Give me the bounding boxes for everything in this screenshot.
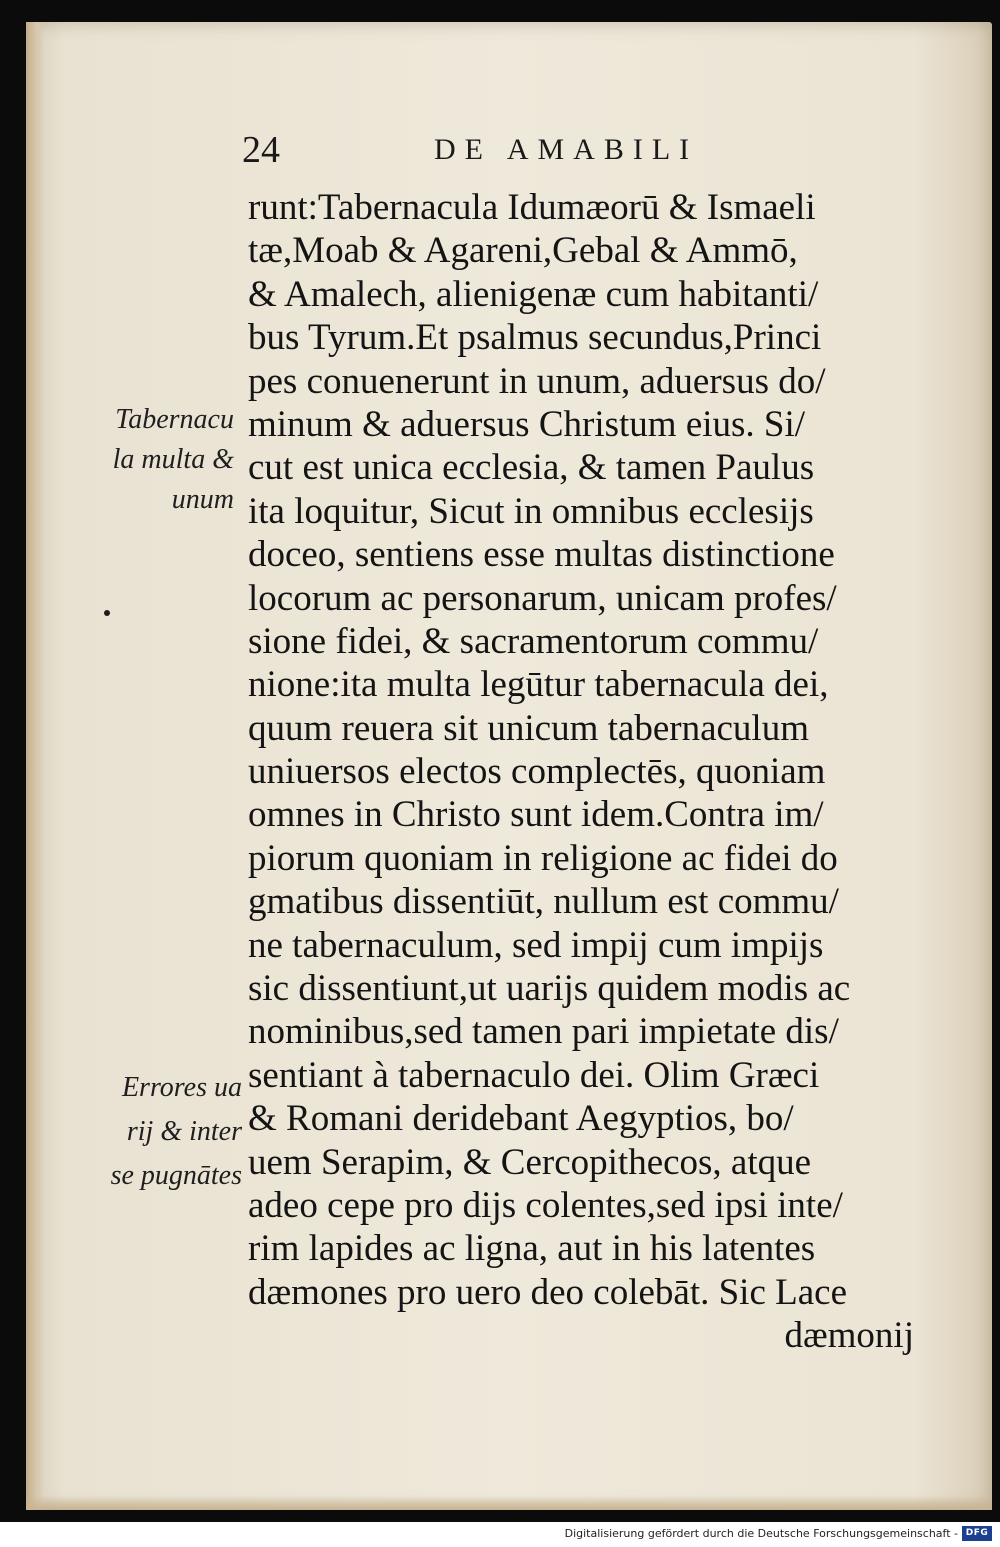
text-line: ne tabernaculum, sed impij cum impijs [248,924,824,966]
running-head [242,128,922,172]
text-line: tæ,Moab & Agareni,Gebal & Ammō, [248,230,798,272]
text-line: quum reuera sit unicum tabernaculum [248,707,809,749]
marginal-note-line: unum [171,484,234,515]
marginal-note-line: rij & inter [126,1116,242,1147]
text-line: minum & aduersus Christum eius. Si/ [248,403,806,445]
text-line: pes conuenerunt in unum, aduersus do/ [248,360,826,402]
body-text [248,186,928,1358]
funding-credit: Digitalisierung gefördert durch die Deutsche Forschungsgemeinschaft - [564,1527,958,1540]
text-line: cut est unica ecclesia, & tamen Paulus [248,447,815,489]
margin-dot-mark [104,610,110,616]
marginal-note-tabernacula [70,400,234,520]
text-line: piorum quoniam in religione ac fidei do [248,837,838,879]
footer-bar [0,1522,1000,1547]
dfg-logo: DFG [962,1526,992,1541]
text-line: rim lapides ac ligna, aut in his latentes [248,1228,816,1270]
page-number: 24 [242,129,280,171]
marginal-note-line: Tabernacu [115,404,234,435]
text-line: sic dissentiunt,ut uarijs quidem modis ac [248,968,851,1010]
text-line: ita loquitur, Sicut in omnibus ecclesijs [248,490,814,532]
marginal-note-line: Errores ua [121,1072,242,1103]
text-line: uem Serapim, & Cercopithecos, atque [248,1141,812,1183]
text-line: nione:ita multa legūtur tabernacula dei, [248,664,829,706]
text-line: gmatibus dissentiūt, nullum est commu/ [248,881,839,923]
text-line: dæmones pro uero deo colebāt. Sic Lace [248,1271,847,1313]
text-line: uniuersos electos complectēs, quoniam [248,751,826,793]
marginal-note-line: se pugnātes [110,1160,242,1191]
text-line: omnes in Christo sunt idem.Contra im/ [248,794,824,836]
text-line: runt:Tabernacula Idumæorū & Ismaeli [248,187,816,228]
marginal-note-errores [70,1066,242,1198]
text-line: & Amalech, alienigenæ cum habitanti/ [248,273,819,315]
page-gutter-shading [26,22,44,1510]
catchword: dæmonij [784,1315,914,1357]
text-line: bus Tyrum.Et psalmus secundus,Princi [248,317,822,359]
page-bottom-edge [26,1496,992,1510]
text-line: locorum ac personarum, unicam profes/ [248,577,837,619]
text-line: sione fidei, & sacramentorum commu/ [248,620,819,662]
marginal-note-line: la multa & [112,444,234,475]
text-line: adeo cepe pro dijs colentes,sed ipsi inte/ [248,1184,843,1226]
text-line: & Romani deridebant Aegyptios, bo/ [248,1098,794,1140]
text-line: doceo, sentiens esse multas distinctione [248,534,835,576]
text-line: sentiant à tabernaculo dei. Olim Græci [248,1054,820,1096]
text-line: nominibus,sed tamen pari impietate dis/ [248,1011,839,1053]
running-head-title: DE AMABILI [434,133,699,166]
